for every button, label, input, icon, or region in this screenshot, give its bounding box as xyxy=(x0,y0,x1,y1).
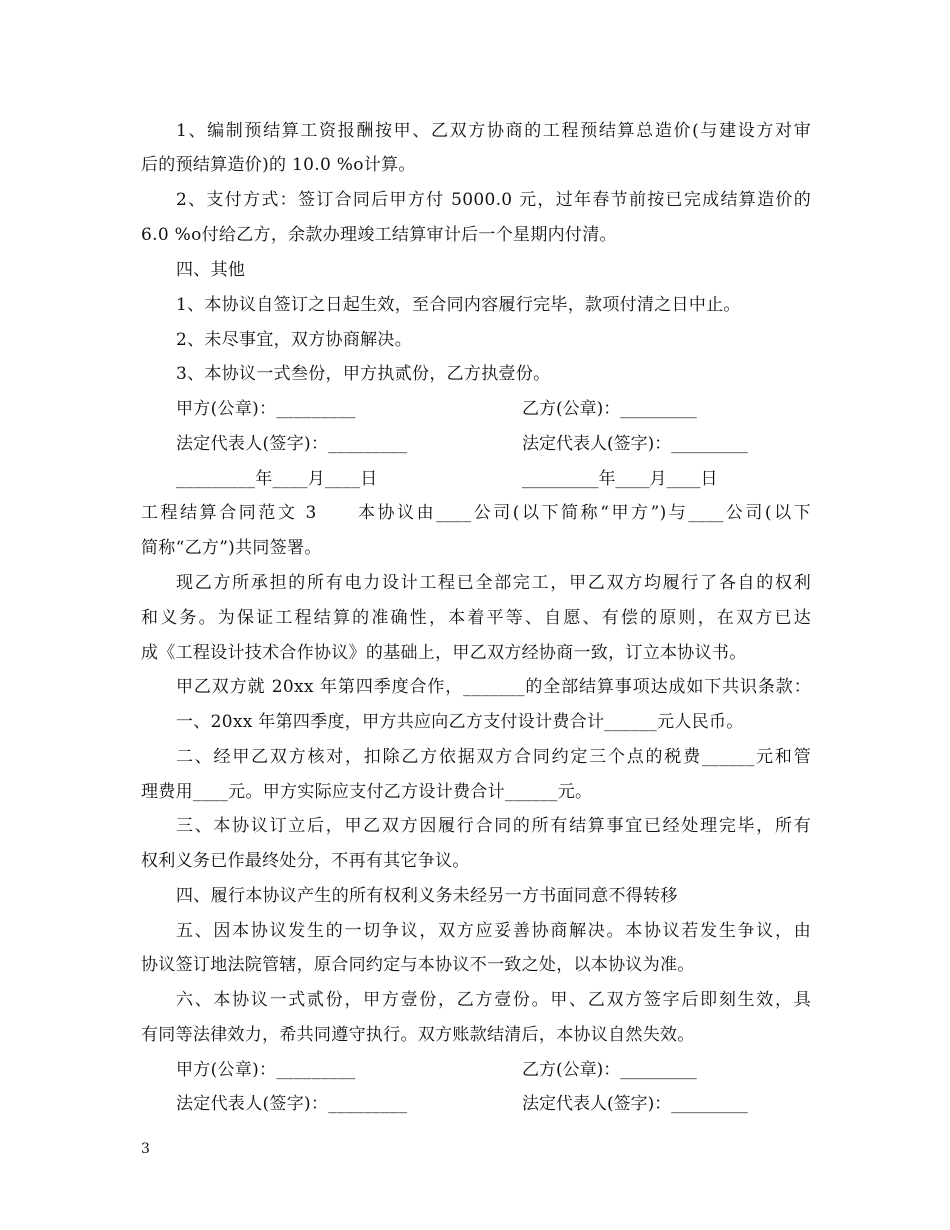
party-b-representative: 法定代表人(签字)：_________ xyxy=(522,1094,748,1114)
party-a-representative: 法定代表人(签字)：_________ xyxy=(176,1094,408,1114)
paragraph-line: 理费用____元。甲方实际应支付乙方设计费合计______元。 xyxy=(141,782,593,802)
paragraph-line: 后的预结算造价)的 10.0 %o计算。 xyxy=(141,155,416,175)
paragraph-line: 简称“乙方”)共同签署。 xyxy=(141,538,322,558)
party-a-seal: 甲方(公章)：_________ xyxy=(176,1060,356,1080)
contract-title-line: 工程结算合同范文 3 本协议由____公司(以下简称“甲方”)与____公司(以下 xyxy=(141,503,811,523)
paragraph-line: 六、本协议一式贰份，甲方壹份，乙方壹份。甲、乙双方签字后即刻生效，具 xyxy=(176,990,811,1010)
paragraph-line: 3、本协议一式叁份，甲方执贰份，乙方执壹份。 xyxy=(176,364,551,384)
party-b-seal: 乙方(公章)：_________ xyxy=(522,1060,697,1080)
paragraph-line: 1、本协议自签订之日起生效，至合同内容履行完毕，款项付清之日中止。 xyxy=(176,295,741,315)
paragraph-line: 三、本协议订立后，甲乙双方因履行合同的所有结算事宜已经处理完毕，所有 xyxy=(176,816,811,836)
party-b-representative: 法定代表人(签字)：_________ xyxy=(522,434,748,454)
paragraph-line: 2、未尽事宜，双方协商解决。 xyxy=(176,330,413,350)
paragraph-line: 2、支付方式：签订合同后甲方付 5000.0 元，过年春节前按已完成结算造价的 xyxy=(176,190,811,210)
paragraph-line: 现乙方所承担的所有电力设计工程已全部完工，甲乙双方均履行了各自的权利 xyxy=(176,573,811,593)
paragraph-line: 四、履行本协议产生的所有权利义务未经另一方书面同意不得转移 xyxy=(176,886,678,906)
paragraph-line: 1、编制预结算工资报酬按甲、乙双方协商的工程预结算总造价(与建设方对审 xyxy=(176,121,811,141)
section-heading: 四、其他 xyxy=(176,260,246,280)
party-b-date: _________年____月____日 xyxy=(522,469,718,489)
paragraph-line: 有同等法律效力，希共同遵守执行。双方账款结清后，本协议自然失效。 xyxy=(141,1025,695,1045)
paragraph-line: 权利义务已作最终处分，不再有其它争议。 xyxy=(141,851,470,871)
paragraph-line: 协议签订地法院管辖，原合同约定与本协议不一致之处，以本协议为准。 xyxy=(141,955,695,975)
party-a-representative: 法定代表人(签字)：_________ xyxy=(176,434,408,454)
party-b-seal: 乙方(公章)：_________ xyxy=(522,399,697,419)
party-a-seal: 甲方(公章)：_________ xyxy=(176,399,356,419)
party-a-date: _________年____月____日 xyxy=(176,469,378,489)
paragraph-line: 甲乙双方就 20xx 年第四季度合作，_______的全部结算事项达成如下共识条款： xyxy=(176,677,811,697)
page-number: 3 xyxy=(141,1141,150,1157)
paragraph-line: 二、经甲乙双方核对，扣除乙方依据双方合同约定三个点的税费______元和管 xyxy=(176,747,811,767)
paragraph-line: 6.0 %o付给乙方，余款办理竣工结算审计后一个星期内付清。 xyxy=(141,225,617,245)
paragraph-line: 和义务。为保证工程结算的准确性，本着平等、自愿、有偿的原则，在双方已达 xyxy=(141,608,811,628)
paragraph-line: 五、因本协议发生的一切争议，双方应妥善协商解决。本协议若发生争议，由 xyxy=(176,921,811,941)
paragraph-line: 成《工程设计技术合作协议》的基础上，甲乙双方经协商一致，订立本协议书。 xyxy=(141,643,747,663)
paragraph-line: 一、20xx 年第四季度，甲方共应向乙方支付设计费合计______元人民币。 xyxy=(176,712,744,732)
